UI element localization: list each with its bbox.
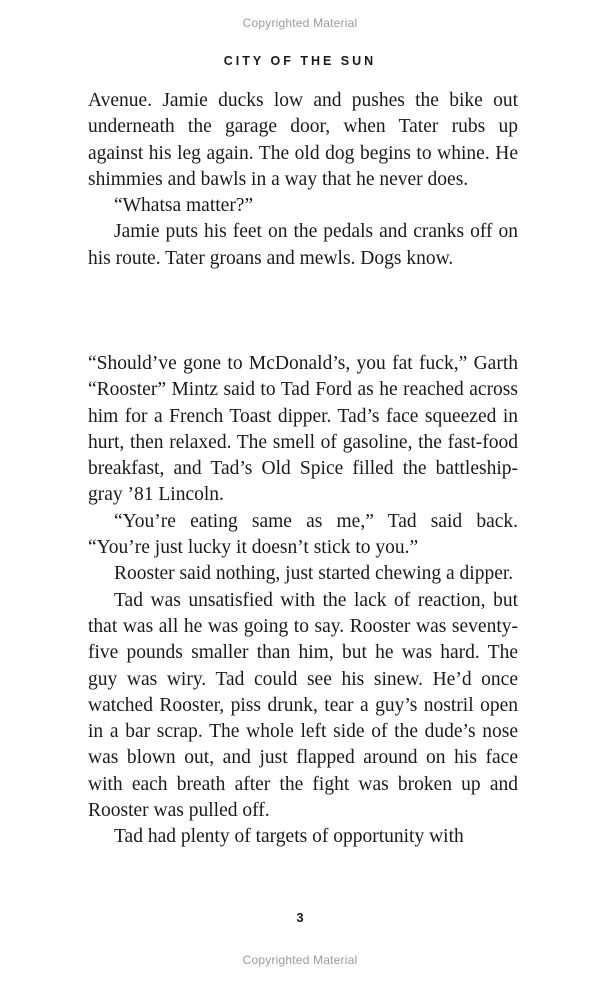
paragraph: Avenue. Jamie ducks low and pushes the bike out underneath the garage door, when Tater rubs up against his leg again. The old dog begins to whine. He shimmies and bawls in a way that he never does. bbox=[88, 90, 518, 190]
paragraph: Tad had plenty of targets of opportunity with bbox=[114, 826, 464, 848]
paragraph: Jamie puts his feet on the pedals and cranks off on his route. Tater groans and mewls. Dogs know. bbox=[88, 221, 518, 269]
copyright-watermark-top: Copyrighted Material bbox=[242, 16, 358, 30]
paragraph: “Whatsa matter?” bbox=[114, 195, 254, 217]
section-one bbox=[88, 88, 518, 272]
paragraph: Tad was unsatisfied with the lack of reaction, but that was all he was going to say. Rooster was seventy-five pounds smaller than him, but he was hard. The guy was wiry. Tad could see his sinew. He’d once watched Rooster, piss drunk, tear a guy’s nostril open in a bar scrap. The whole left side of the dude’s nose was blown out, and just flapped around on his face with each breath after the fight was broken up and Rooster was pulled off. bbox=[88, 589, 518, 822]
page-number: 3 bbox=[296, 910, 304, 925]
running-head: CITY OF THE SUN bbox=[223, 54, 377, 68]
paragraph: “You’re eating same as me,” Tad said back. “You’re just lucky it doesn’t stick to you.” bbox=[88, 510, 518, 559]
paragraph: “Should’ve gone to McDonald’s, you fat fuck,” Garth “Rooster” Mintz said to Tad Ford as he reached across him for a French Toast dipper. Tad’s face squeezed in hurt, then relaxed. The smell of gasoline, the fast-food breakfast, and Tad’s Old Spice filled the battleship-gray ’81 Lincoln. bbox=[88, 353, 518, 506]
copyright-watermark-bottom: Copyrighted Material bbox=[242, 953, 358, 967]
paragraph: Rooster said nothing, just started chewing a dipper. bbox=[114, 563, 514, 585]
section-two bbox=[88, 351, 518, 851]
